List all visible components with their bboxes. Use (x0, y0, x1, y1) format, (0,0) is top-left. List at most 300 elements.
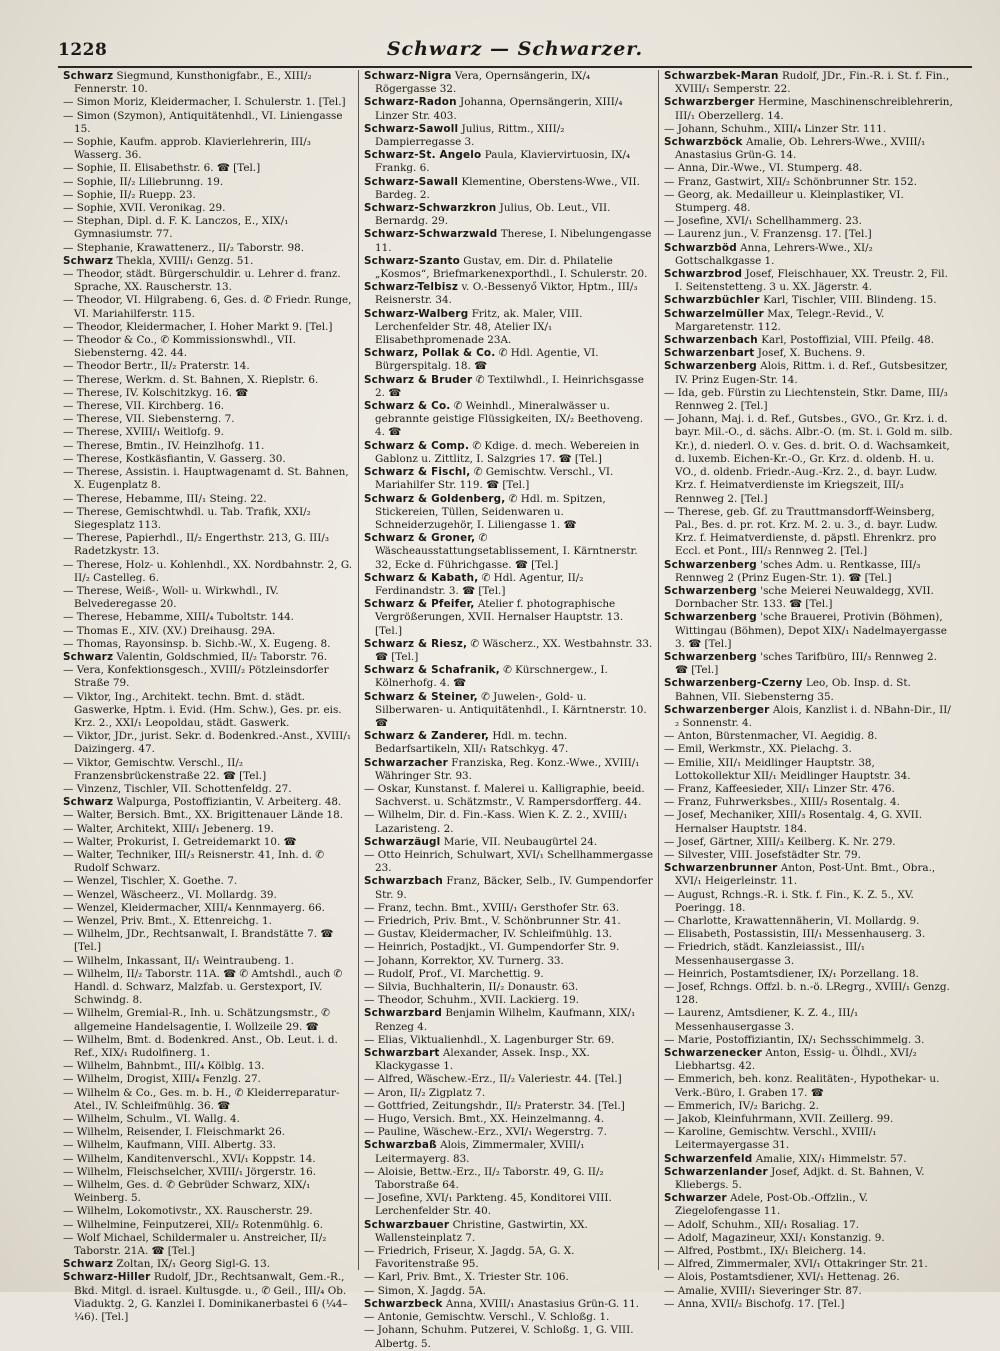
entry-text: Franz, techn. Bmt., XVIII/₁ Gersthofer Str. 63. (377, 901, 620, 914)
entry-dash: — (63, 809, 77, 822)
entry-text: Thekla, XVIII/₁ Genzg. 51. (116, 254, 254, 267)
directory-entry (364, 1007, 653, 1033)
directory-entry (364, 1047, 653, 1073)
directory-entry (664, 1100, 953, 1113)
entry-surname: Schwarz (63, 254, 114, 267)
entry-text: Wolf Michael, Schildermaler u. Anstreicher, II/₂ Taborstr. 21A. ☎ [Tel.] (74, 1231, 327, 1258)
entry-surname: Schwarzenbach (664, 334, 758, 347)
entry-dash: — (664, 215, 678, 228)
entry-text: Amalie, XIX/₁ Himmelstr. 57. (755, 1152, 907, 1165)
directory-entry (63, 360, 353, 373)
entry-text: Marie, VII. Neubaugürtel 24. (443, 835, 598, 848)
entry-text: Anton, Essig- u. Ölhdl., XVI/₂ Liebhartsg. 42. (675, 1047, 917, 1073)
directory-entry (63, 1087, 353, 1113)
entry-dash: — (664, 1297, 678, 1310)
entry-text: Alexander, Assek. Insp., XX. Klackygasse 1. (375, 1047, 590, 1073)
entry-text: ✆ Kürschnergew., I. Kölnerhofg. 4. ☎ (375, 664, 608, 690)
directory-entry (664, 704, 953, 730)
entry-text: Therese, Werkm. d. St. Bahnen, X. Rieplstr. 6. (76, 373, 319, 386)
entry-dash: — (664, 1073, 678, 1086)
entry-text: Therese, Gemischtwhdl. u. Tab. Trafik, XXI/₂ Siegesplatz 113. (74, 505, 311, 531)
directory-entry (364, 941, 653, 954)
directory-entry (364, 176, 653, 202)
entry-text: Paula, Klaviervirtuosin, IX/₄ Frankg. 6. (375, 149, 631, 175)
entry-text: Therese, VII. Siebensterng. 7. (76, 413, 235, 426)
directory-entry (63, 889, 353, 902)
entry-text: Alois, Kanzlist i. d. NBahn-Dir., II/₂ Sonnenstr. 4. (675, 703, 951, 729)
entry-dash: — (664, 1258, 678, 1271)
directory-entry (364, 1113, 653, 1126)
entry-text: Benjamin Wilhelm, Kaufmann, XIX/₁ Renzeg 4. (375, 1007, 636, 1033)
entry-text: Georg, ak. Medailleur u. Kleinplastiker, VI. Stumperg. 48. (675, 188, 904, 215)
entry-text: Josef, Fleischhauer, XX. Treustr. 2, Fil. I. Seitenstetteng. 3 u. XX. Jägerstr. 4. (675, 268, 948, 294)
entry-text: Wilhelm, Reisender, I. Fleischmarkt 26. (76, 1126, 286, 1139)
directory-entry (664, 360, 953, 386)
directory-entry (364, 228, 653, 254)
entry-dash: — (664, 175, 678, 188)
entry-dash: — (63, 175, 77, 188)
entry-text: Walter, Bersich. Bmt., XX. Brigittenauer Lände 18. (76, 809, 344, 822)
entry-text: Theodor & Co., ✆ Kommissionswhdl., VII. Siebensterng. 42. 44. (74, 334, 296, 360)
directory-entry (63, 585, 353, 611)
entry-dash: — (364, 1033, 378, 1046)
entry-dash: — (664, 122, 678, 135)
entry-text: Max, Telegr.-Revid., V. Margaretenstr. 112. (675, 307, 885, 333)
entry-text: Karl, Priv. Bmt., X. Triester Str. 106. (377, 1271, 569, 1284)
entry-surname: Schwarzacher (364, 756, 448, 769)
directory-entry (364, 440, 653, 466)
entry-surname: Schwarzbeck (364, 1297, 443, 1310)
entry-text: Thomas, Rayonsinsp. b. Sichb.-W., X. Eugeng. 8. (76, 637, 331, 650)
entry-dash: — (63, 848, 77, 861)
entry-text: Zoltan, IX/₁ Georg Sigl-G. 13. (116, 1258, 271, 1271)
entry-text: Adolf, Magazineur, XXI/₁ Konstanzig. 9. (677, 1231, 885, 1244)
entry-dash: — (63, 664, 77, 677)
entry-text: Wilhelm, Ges. d. ✆ Gebrüder Schwarz, XIX/₁ Weinberg. 5. (74, 1179, 311, 1205)
entry-text: Wilhelm & Co., Ges. m. b. H., ✆ Kleiderreparatur-Atel., IV. Schleifmühlg. 36. ☎ (74, 1086, 340, 1112)
entry-text: Heinrich, Postamtsdiener, IX/₁ Porzellang. 18. (677, 967, 919, 980)
entry-surname: Schwarzenlander (664, 1165, 768, 1178)
entry-dash: — (63, 202, 77, 215)
entry-dash: — (63, 241, 77, 254)
entry-dash: — (63, 967, 77, 980)
entry-dash: — (364, 967, 378, 980)
entry-text: Wilhelmine, Feinputzerei, XII/₂ Rotenmühlg. 6. (76, 1218, 324, 1231)
entry-dash: — (664, 162, 678, 175)
entry-text: Therese, Assistin. i. Hauptwagenamt d. St. Bahnen, X. Eugenplatz 8. (74, 466, 349, 492)
directory-entry (664, 981, 953, 1007)
directory-entry (364, 1139, 653, 1165)
entry-surname: Schwarz-Sawall (364, 175, 459, 188)
entry-surname: Schwarz-Schwarzwald (364, 228, 498, 241)
directory-entry (364, 1166, 653, 1192)
entry-dash: — (664, 967, 678, 980)
directory-entry (63, 1060, 353, 1073)
entry-text: Josef, Rchngs. Offzl. b. n.-ö. LRegrg., XVIII/₁ Genzg. 128. (675, 981, 950, 1007)
entry-text: Therese, geb. Gf. zu Trauttmansdorff-Weinsberg, Pal., Bes. d. pr. rot. Krz. M. 2. u. 3., d. bayr. Ludw. Krz. f. Heimatverdienste, d. päpstl. Ehrenkrz. pro Eccl. et Pont., III/₃ Rennweg 2. [Tel.] (675, 505, 938, 558)
directory-entry (364, 902, 653, 915)
entry-dash: — (63, 928, 77, 941)
directory-entry (63, 453, 353, 466)
directory-entry (664, 651, 953, 677)
entry-dash: — (63, 386, 77, 399)
entry-surname: Schwarz-Nigra (364, 70, 452, 82)
entry-text: Therese, Hebamme, XIII/₄ Tuboltstr. 144. (76, 611, 294, 624)
entry-dash: — (664, 1126, 678, 1139)
entry-surname: Schwarzböck (664, 136, 743, 149)
entry-dash: — (63, 1231, 77, 1244)
entry-surname: Schwarzenberg (664, 558, 757, 571)
entry-text: Adolf, Schuhm., XII/₁ Rosaliag. 17. (677, 1218, 860, 1231)
entry-text: Klementine, Oberstens-Wwe., VII. Bardeg. 2. (375, 175, 640, 201)
directory-entry (63, 664, 353, 690)
directory-entry (664, 70, 953, 96)
entry-text: Pauline, Wäschew.-Erz., XVI/₁ Wegerstrg. 7. (377, 1126, 607, 1139)
directory-entry (63, 255, 353, 268)
entry-text: Valentin, Goldschmied, II/₂ Taborstr. 76. (116, 650, 328, 663)
entry-dash: — (63, 888, 77, 901)
entry-text: Vinzenz, Tischler, VII. Schottenfeldg. 27. (76, 782, 292, 795)
directory-entry (364, 875, 653, 901)
directory-entry (364, 572, 653, 598)
entry-dash: — (364, 1284, 378, 1297)
entry-text: 'sche Brauerei, Protivin (Böhmen), Wittingau (Böhmen), Depot XIX/₁ Nadelmayergasse 3. ☎ [Tel.] (675, 611, 947, 650)
entry-text: Hermine, Maschinenschreiblehrerin, III/₁ Oberzellerg. 14. (675, 96, 953, 122)
directory-entry (364, 308, 653, 348)
directory-entry (364, 981, 653, 994)
directory-entry (364, 928, 653, 941)
entry-dash: — (364, 782, 378, 795)
entry-text: Karoline, Gemischtw. Verschl., XVIII/₁ Leitermayergasse 31. (675, 1126, 877, 1152)
directory-entry (364, 757, 653, 783)
entry-text: ✆ Wäscherz., XX. Westbahnstr. 33. ☎ [Tel.] (375, 637, 653, 663)
entry-text: Walter, Techniker, III/₃ Reisnerstr. 41, Inh. d. ✆ Rudolf Schwarz. (74, 848, 324, 875)
directory-entry (664, 387, 953, 413)
directory-entry (664, 1153, 953, 1166)
entry-dash: — (63, 1205, 77, 1218)
directory-entry (63, 730, 353, 756)
directory-entry (63, 466, 353, 492)
entry-dash: — (63, 782, 77, 795)
entry-dash: — (664, 888, 678, 901)
entry-dash: — (63, 492, 77, 505)
entry-surname: Schwarzenberg-Czerny (664, 677, 803, 690)
entry-dash: — (664, 1007, 678, 1020)
directory-entry (664, 189, 953, 215)
directory-entry (63, 783, 353, 796)
directory-entry (664, 1192, 953, 1218)
directory-entry (63, 1126, 353, 1139)
entry-surname: Schwarz & Riesz, (364, 637, 468, 650)
entry-dash: — (63, 954, 77, 967)
directory-entry (63, 625, 353, 638)
directory-entry (364, 466, 653, 492)
entry-text: Wilhelm, Kanditenverschl., XVI/₁ Koppstr. 14. (76, 1152, 316, 1165)
entry-text: Jakob, Kleinfuhrmann, XVII. Zeillerg. 99. (677, 1113, 894, 1126)
entry-dash: — (364, 1324, 378, 1337)
entry-text: Anna, XVIII/₁ Anastasius Grün-G. 11. (445, 1297, 640, 1310)
entry-text: Therese, IV. Kolschitzkyg. 16. ☎ (76, 386, 249, 399)
directory-entry (664, 1285, 953, 1298)
directory-entry (63, 1153, 353, 1166)
entry-text: Aloisie, Bettw.-Erz., II/₂ Taborstr. 49, G. II/₂ Taborstraße 64. (375, 1165, 604, 1192)
directory-entry (63, 268, 353, 294)
directory-entry (63, 1139, 353, 1152)
directory-entry (664, 1007, 953, 1033)
directory-entry (664, 743, 953, 756)
entry-text: Hdl. m. techn. Bedarfsartikeln, XII/₁ Ratschkyg. 47. (375, 730, 569, 756)
entry-text: Therese, Weiß-, Woll- u. Wirkwhdl., IV. Belvederegasse 20. (74, 584, 279, 611)
entry-dash: — (63, 466, 77, 479)
directory-entry (664, 849, 953, 862)
entry-text: Anna, Lehrers-Wwe., XI/₂ Gottschalkgasse 1. (675, 241, 873, 267)
entry-dash: — (364, 1165, 378, 1178)
directory-entry (63, 1113, 353, 1126)
entry-surname: Schwarzbard (364, 1007, 443, 1020)
entry-dash: — (63, 637, 77, 650)
entry-dash: — (364, 981, 378, 994)
directory-entry (664, 611, 953, 651)
entry-dash: — (63, 1007, 77, 1020)
entry-surname: Schwarzenberg (664, 611, 757, 624)
entry-text: ✆ Hdl. m. Spitzen, Stickereien, Tüllen, Seidenwaren u. Schneiderzugehör, I. Liliengasse 1. ☎ (375, 492, 606, 531)
entry-text: Franziska, Reg. Konz.-Wwe., XVIII/₁ Währinger Str. 93. (375, 756, 640, 782)
entry-surname: Schwarzbek-Maran (664, 70, 779, 82)
entry-text: Therese, XVIII/₁ Weitlofg. 9. (76, 426, 224, 439)
entry-text: ✆ Weinhdl., Mineralwässer u. gebrannte geistige Flüssigkeiten, IX/₂ Beethoveng. 4. ☎ (375, 400, 644, 439)
entry-dash: — (664, 730, 678, 743)
directory-entry (364, 1126, 653, 1139)
directory-entry (364, 123, 653, 149)
entry-text: Sophie, Kaufm. approb. Klavierlehrerin, III/₃ Wasserg. 36. (74, 136, 311, 162)
entry-dash: — (63, 690, 77, 703)
entry-surname: Schwarz & Kabath, (364, 571, 479, 584)
directory-entry (664, 809, 953, 835)
entry-dash: — (664, 756, 678, 769)
entry-dash: — (664, 915, 678, 927)
directory-entry (664, 228, 953, 241)
header-rule (58, 66, 972, 68)
entry-text: Thomas E., XIV. (XV.) Dreihausg. 29A. (76, 624, 276, 637)
entry-surname: Schwarz & Zanderer, (364, 730, 490, 743)
entry-dash: — (664, 188, 678, 201)
entry-text: Aron, II/₂ Zigplatz 7. (377, 1086, 486, 1099)
entry-surname: Schwarz & Schafranik, (364, 664, 500, 677)
entry-text: Sophie, II. Elisabethstr. 6. ☎ [Tel.] (76, 162, 261, 175)
entry-surname: Schwarzenberger (664, 703, 770, 716)
directory-entry (364, 1324, 653, 1350)
directory-entry (364, 281, 653, 307)
directory-entry (63, 1166, 353, 1179)
entry-surname: Schwarz-Hiller (63, 1271, 151, 1284)
entry-text: Josef, Adjkt. d. St. Bahnen, V. Kliebergs. 5. (675, 1165, 925, 1192)
entry-dash: — (664, 1284, 678, 1297)
entry-text: Sophie, II/₂ Liliebrunng. 19. (76, 175, 224, 188)
entry-text: Simon, X. Jagdg. 5A. (377, 1284, 486, 1297)
entry-text: Johann, Korrektor, XV. Turnerg. 33. (377, 954, 564, 967)
directory-entry (364, 400, 653, 440)
entry-text: Sophie, II/₂ Ruepp. 23. (76, 188, 196, 201)
entry-dash: — (63, 1152, 77, 1165)
entry-dash: — (63, 532, 77, 545)
directory-entry (664, 268, 953, 294)
directory-entry (63, 955, 353, 968)
entry-dash: — (664, 809, 678, 822)
entry-dash: — (364, 915, 378, 927)
directory-entry (364, 493, 653, 533)
entry-text: Wenzel, Tischler, X. Goethe. 7. (76, 875, 238, 888)
entry-text: Theodor Bertr., II/₂ Praterstr. 14. (76, 360, 250, 373)
entry-text: Walpurga, Postoffiziantin, V. Arbeiterg. 48. (116, 796, 342, 809)
directory-entry (664, 215, 953, 228)
entry-dash: — (63, 730, 77, 743)
entry-text: Viktor, JDr., jurist. Sekr. d. Bodenkred.-Anst., XVIII/₁ Daizingerg. 47. (74, 730, 352, 756)
directory-entry (664, 836, 953, 849)
entry-dash: — (664, 743, 678, 756)
entry-text: Vera, Opernsängerin, IX/₄ Rögergasse 32. (375, 70, 591, 96)
directory-entry (63, 875, 353, 888)
entry-surname: Schwarzbaß (364, 1139, 437, 1152)
directory-entry (364, 96, 653, 122)
entry-dash: — (664, 505, 678, 518)
entry-text: Viktor, Gemischtw. Verschl., II/₂ Franzensbrückenstraße 22. ☎ [Tel.] (74, 756, 267, 782)
entry-surname: Schwarzbüchler (664, 294, 760, 307)
entry-text: Oskar, Kunstanst. f. Malerei u. Kalligraphie, beeid. Sachverst. u. Schätzmstr., V. Rampersdorfferg. 44. (375, 782, 645, 809)
directory-entry (664, 1271, 953, 1284)
entry-text: Friedrich, städt. Kanzleiassist., III/₁ Messenhausergasse 3. (675, 941, 866, 967)
directory-entry (63, 691, 353, 731)
directory-entry (63, 836, 353, 849)
entry-dash: — (664, 941, 678, 954)
directory-entry (364, 1073, 653, 1086)
directory-entry (63, 1232, 353, 1258)
entry-dash: — (364, 994, 378, 1007)
directory-entry (664, 677, 953, 703)
directory-entry (364, 532, 653, 572)
directory-entry (364, 347, 653, 373)
directory-entry (63, 70, 353, 96)
entry-text: Wilhelm, Fleischselcher, XVIII/₁ Jörgerstr. 16. (76, 1165, 317, 1178)
entry-text: Rudolf, Prof., VI. Marchettig. 9. (377, 967, 544, 980)
entry-dash: — (63, 452, 77, 465)
entry-text: Emil, Werkmstr., XX. Pielachg. 3. (677, 743, 852, 756)
entry-text: Alfred, Zimmermaler, XVI/₁ Ottakringer Str. 21. (677, 1258, 928, 1271)
entry-surname: Schwarz & Groner, (364, 532, 476, 545)
entry-text: Alfred, Postbmt., IX/₁ Bleicherg. 14. (677, 1245, 866, 1258)
columns (58, 70, 978, 1350)
entry-text: Charlotte, Krawattennäherin, VI. Mollardg. 9. (677, 915, 920, 927)
entry-text: Silvia, Buchhalterin, II/₂ Donaustr. 63. (377, 981, 579, 994)
entry-dash: — (63, 215, 77, 228)
entry-surname: Schwarz (63, 1258, 114, 1271)
entry-text: ✆ Hdl. Agentie, VI. Bürgerspitalg. 18. ☎ (375, 347, 599, 373)
entry-text: v. O.-Bessenyő Viktor, Hptm., III/₃ Reisnerstr. 34. (375, 281, 638, 307)
directory-entry (664, 559, 953, 585)
entry-dash: — (63, 360, 77, 373)
entry-surname: Schwarz & Steiner, (364, 690, 478, 703)
directory-entry (664, 242, 953, 268)
entry-dash: — (364, 1073, 378, 1086)
entry-dash: — (364, 1311, 378, 1324)
directory-entry (664, 123, 953, 136)
entry-surname: Schwarz (63, 650, 114, 663)
directory-entry (364, 849, 653, 875)
entry-text: Johanna, Opernsängerin, XIII/₄ Linzer Str. 403. (375, 96, 623, 122)
entry-surname: Schwarz & Fischl, (364, 466, 471, 479)
entry-surname: Schwarzböd (664, 241, 737, 254)
entry-text: Wilhelm, JDr., Rechtsanwalt, I. Brandstätte 7. ☎ [Tel.] (74, 928, 334, 954)
directory-entry (63, 242, 353, 255)
directory-entry (664, 915, 953, 928)
column-1 (58, 70, 358, 1324)
entry-surname: Schwarzenberg (664, 650, 757, 663)
entry-text: Therese, Hebamme, III/₁ Steing. 22. (76, 492, 267, 505)
entry-text: Anton, Post-Unt. Bmt., Obra., XVI/₁ Heigerleinstr. 11. (675, 862, 936, 888)
directory-entry (63, 611, 353, 624)
directory-entry (63, 413, 353, 426)
entry-text: Stephan, Dipl. d. F. K. Lanczos, E., XIX/₁ Gymnasiumstr. 77. (74, 215, 289, 241)
entry-dash: — (664, 1231, 678, 1244)
directory-entry (63, 915, 353, 928)
entry-dash: — (364, 1271, 378, 1284)
entry-dash: — (664, 796, 678, 809)
entry-surname: Schwarzbart (364, 1047, 440, 1060)
entry-text: Wilhelm, Lokomotivstr., XX. Rauscherstr. 29. (76, 1205, 313, 1218)
entry-surname: Schwarz & Bruder (364, 373, 473, 386)
entry-text: Wilhelm, Kaufmann, VIII. Albertg. 33. (76, 1139, 276, 1152)
entry-dash: — (63, 915, 77, 927)
entry-dash: — (664, 1271, 678, 1284)
entry-text: Gustav, Kleidermacher, IV. Schleifmühlg. 13. (377, 928, 613, 941)
entry-text: Wilhelm, Bmt. d. Bodenkred. Anst., Ob. Leut. i. d. Ref., XIX/₁ Rudolfinerg. 1. (74, 1033, 338, 1060)
entry-dash: — (63, 320, 77, 333)
entry-surname: Schwarzäugl (364, 835, 441, 848)
entry-text: Johann, Schuhm., XIII/₄ Linzer Str. 111. (677, 122, 887, 135)
entry-text: Emilie, XII/₁ Meidlinger Hauptstr. 38, Lottokollektur XII/₁ Meidlinger Hauptstr. 34. (675, 756, 911, 782)
entry-text: Sophie, XVII. Veronikag. 29. (76, 202, 226, 215)
entry-text: Gottfried, Zeitungshdr., II/₂ Praterstr. 34. [Tel.] (377, 1099, 625, 1112)
directory-entry (63, 823, 353, 836)
entry-text: Franz, Fuhrwerksbes., XIII/₃ Rosentalg. 4. (677, 796, 900, 809)
entry-dash: — (664, 1218, 678, 1231)
page-header (58, 38, 972, 66)
directory-entry (664, 506, 953, 559)
entry-text: Otto Heinrich, Schulwart, XVI/₁ Schellhammergasse 23. (375, 848, 654, 875)
entry-text: Marie, Postoffiziantin, IX/₁ Sechsschimmelg. 3. (677, 1033, 925, 1046)
entry-dash: — (63, 188, 77, 201)
entry-surname: Schwarz-St. Angelo (364, 149, 482, 162)
entry-dash: — (664, 782, 678, 795)
entry-text: Josef, Gärtner, XIII/₃ Keilberg. K. Nr. 279. (677, 835, 896, 848)
entry-dash: — (63, 1179, 77, 1192)
directory-entry (364, 783, 653, 809)
entry-surname: Schwarz-Walberg (364, 307, 469, 320)
entry-text: Alfred, Wäschew.-Erz., II/₂ Valeriestr. 44. [Tel.] (377, 1073, 622, 1086)
entry-surname: Schwarzbauer (364, 1218, 450, 1231)
directory-entry (63, 651, 353, 664)
directory-entry (364, 1298, 653, 1311)
entry-text: ✆ Wäscheausstattungsetablissement, I. Kärntnerstr. 32, Ecke d. Führichgasse. ☎ [Tel.] (375, 532, 638, 571)
directory-entry (63, 215, 353, 241)
directory-entry (63, 96, 353, 109)
entry-dash: — (364, 1113, 378, 1126)
entry-text: Simon (Szymon), Antiquitätenhdl., VI. Liniengasse 15. (74, 109, 343, 135)
entry-dash: — (364, 954, 378, 967)
entry-dash: — (364, 941, 378, 954)
directory-entry (63, 162, 353, 175)
entry-surname: Schwarz & Pfeifer, (364, 598, 475, 611)
entry-surname: Schwarz & Comp. (364, 439, 470, 452)
